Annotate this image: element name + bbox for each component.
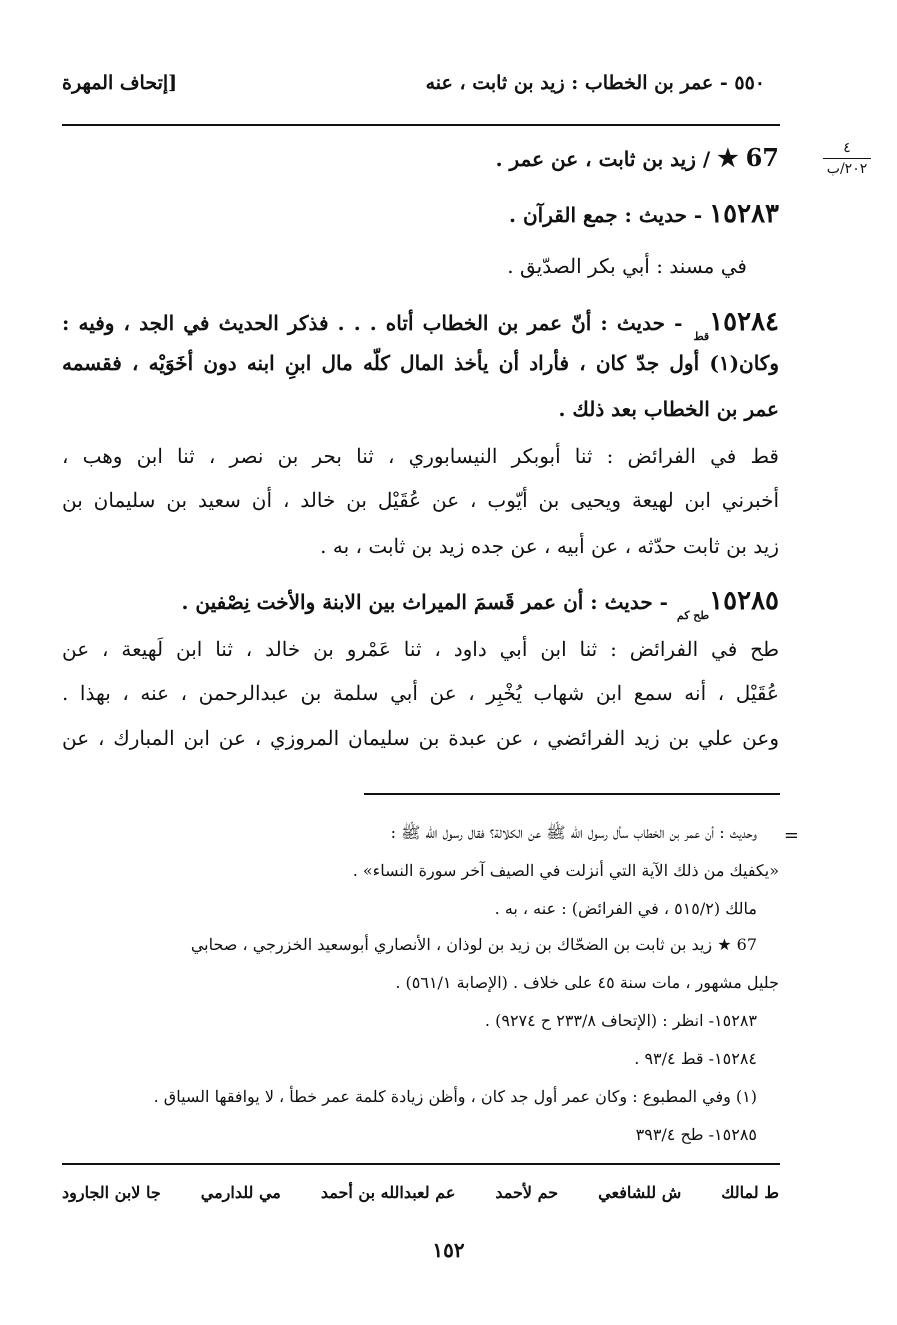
hadith-15284-line-2: وكان(١) أول جدّ كان ، فأراد أن يأخذ المال كلّه مال ابنِ ابنه دون أخَوَيْه ، فقسمه (62, 351, 779, 375)
source-siglum: قط (693, 330, 710, 343)
footnote-rule (364, 793, 780, 795)
abbrev-item: عم لعبدالله بن أحمد (320, 1183, 456, 1202)
abbrev-item: مي للدارمي (200, 1183, 281, 1202)
running-header-title: ٥٥٠ - عمر بن الخطاب : زيد بن ثابت ، عنه (425, 72, 765, 94)
footnote-line-2: «يكفيك من ذلك الآية التي أنزلت في الصيف آخر سورة النساء» . (352, 861, 779, 880)
footnote-line-8: (١) وفي المطبوع : وكان عمر أول جد كان ، وأظن زيادة كلمة عمر خطأ ، لا يوافقها السياق . (153, 1087, 757, 1106)
abbreviation-key (62, 1183, 779, 1202)
footnote-continuation-mark: = (783, 825, 799, 846)
section-heading (496, 142, 779, 175)
footnote-line-6: ١٥٢٨٣- انظر : (الإتحاف ٢٣٣/٨ ح ٩٢٧٤) . (484, 1011, 757, 1030)
source-siglum: طح كم (676, 609, 710, 622)
footnote-line-1: وحديث : أن عمر بن الخطاب سأل رسول الله ﷺ عن الكلالة؟ فقال رسول الله ﷺ : (390, 823, 757, 842)
footnote-line-7: ١٥٢٨٤- قط ٩٣/٤ . (634, 1049, 757, 1068)
isnad-15285-line-1: طح في الفرائض : ثنا ابن أبي داود ، ثنا عَمْرو بن خالد ، ثنا ابن لَهيعة ، عن (62, 637, 779, 661)
hadith-15284-line-1 (62, 306, 779, 353)
abbrev-rule (62, 1163, 780, 1165)
star-icon: ★ (717, 143, 739, 172)
abbrev-item: جا لابن الجارود (62, 1183, 161, 1202)
hadith-15283-title (509, 198, 779, 231)
hadith-number: ١٥٢٨٣ (709, 199, 779, 229)
hadith-text: - حديث : أنّ عمر بن الخطاب أتاه . . . فذكر الحديث في الجد ، وفيه : (62, 311, 683, 335)
isnad-15284-line-2: أخبرني ابن لهيعة ويحيى بن أيّوب ، عن عُقَيْل بن خالد ، أن سعيد بن سليمان بن (62, 488, 779, 512)
heading-text: / زيد بن ثابت ، عن عمر . (495, 147, 711, 171)
hadith-title: - حديث : جمع القرآن . (509, 203, 703, 227)
hadith-15285-title (181, 585, 779, 632)
margin-manuscript-ref (817, 140, 877, 177)
hadith-text: - حديث : أن عمر قَسمَ الميراث بين الابنة والأخت نِصْفين . (181, 590, 668, 614)
margin-ref-top: ٤ (843, 140, 851, 156)
page-number: ١٥٢ (432, 1238, 465, 1262)
running-header-book: [إتحاف المهرة (62, 72, 178, 94)
footnote-line-4: 67 ★ زيد بن ثابت بن الضحّاك بن زيد بن لوذان ، الأنصاري أبوسعيد الخزرجي ، صحابي (190, 935, 757, 954)
hadith-number: ١٥٢٨٤ (709, 307, 780, 337)
hadith-number: ١٥٢٨٥ (709, 586, 779, 616)
abbrev-item: ط لمالك (721, 1183, 779, 1202)
hadith-15283-note: في مسند : أبي بكر الصدّيق . (507, 254, 747, 278)
isnad-15284-line-3: زيد بن ثابت حدّثه ، عن أبيه ، عن جده زيد بن ثابت ، به . (320, 534, 779, 558)
abbrev-item: ش للشافعي (598, 1183, 682, 1202)
abbrev-item: حم لأحمد (495, 1183, 559, 1202)
heading-number: 67 (745, 143, 779, 172)
isnad-15284-line-1: قط في الفرائض : ثنا أبوبكر النيسابوري ، ثنا بحر بن نصر ، ثنا ابن وهب ، (62, 444, 779, 468)
margin-ref-divider (823, 158, 871, 159)
header-rule (62, 124, 780, 126)
margin-ref-bottom: ٢٠٢/ب (826, 161, 868, 177)
footnote-line-3: مالك (٥١٥/٢ ، في الفرائض) : عنه ، به . (494, 899, 757, 918)
footnote-line-5: جليل مشهور ، مات سنة ٤٥ على خلاف . (الإصابة ٥٦١/١) . (395, 973, 779, 992)
isnad-15285-line-2: عُقَيْل ، أنه سمع ابن شهاب يُخْبِر ، عن أبي سلمة بن عبدالرحمن ، عنه ، بهذا . (62, 681, 779, 705)
hadith-15284-line-3: عمر بن الخطاب بعد ذلك . (558, 397, 779, 421)
footnote-line-9: ١٥٢٨٥- طح ٣٩٣/٤ (635, 1125, 757, 1144)
isnad-15285-line-3: وعن علي بن زيد الفرائضي ، عن عبدة بن سليمان المروزي ، عن ابن المبارك ، عن (62, 726, 779, 750)
